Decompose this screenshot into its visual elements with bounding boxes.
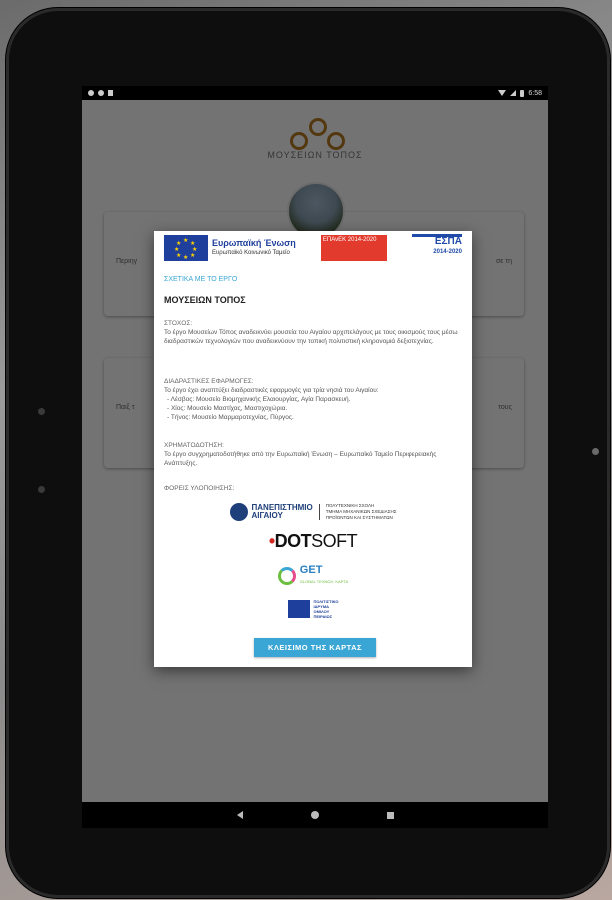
cultural-foundation-logo: ΠΟΛΙΤΙΣΤΙΚΟ ΙΔΡΥΜΑ ΟΜΙΛΟΥ ΠΕΙΡΑΙΩΣ [154, 599, 472, 619]
apps-intro: Το έργο έχει αναπτύξει διαδραστικές εφαρμογές για τρία νησιά του Αιγαίου: [164, 387, 379, 394]
goal-section [164, 319, 464, 346]
side-sensor [38, 408, 45, 415]
tablet-frame [6, 8, 610, 898]
status-bar [82, 86, 548, 100]
settings-icon [88, 90, 94, 96]
aegean-university-logo: ΠΑΝΕΠΙΣΤΗΜΙΟ ΑΙΓΑΙΟΥ ΠΟΛΥΤΕΧΝΙΚΗ ΣΧΟΛΗ ΤΜΗΜΑ ΜΗΧΑΝΙΚΩΝ ΣΧΕΔΙΑΣΗΣ ΠΡΟΪΟΝΤΩΝ ΚΑΙ ΣΥΣΤΗΜΑΤΩΝ [154, 503, 472, 521]
get-logo: GET GLOBAL ΤΕΧΝΟΛ. ΚΑΡΤΑ [154, 565, 472, 587]
apps-section [164, 377, 464, 422]
dialog-title: ΜΟΥΣΕΙΩΝ ΤΟΠΟΣ [164, 295, 246, 305]
navigation-bar [82, 802, 548, 828]
funding-section [164, 441, 464, 468]
cultural-foundation-icon [288, 600, 310, 618]
espa-logo: ΕΣΠΑ 2014-2020 [412, 234, 462, 263]
side-sensor [38, 486, 45, 493]
about-dialog [154, 231, 472, 667]
sd-card-icon [108, 90, 113, 96]
apps-item: - Λέσβος: Μουσείο Βιομηχανικής Ελαιουργίας, Αγία Παρασκευή. [167, 396, 351, 403]
close-card-button[interactable]: ΚΛΕΙΣΙΜΟ ΤΗΣ ΚΑΡΤΑΣ [254, 638, 376, 657]
goal-heading: ΣΤΟΧΟΣ: [164, 320, 193, 327]
funding-text: Το έργο συγχρηματοδοτήθηκε από την Ευρωπαϊκή Ένωση – Ευρωπαϊκό Ταμείο Περιφερειακής Ανάπτυξης. [164, 451, 437, 467]
signal-icon [510, 90, 516, 96]
device-screen [82, 86, 548, 828]
partners-heading: ΦΟΡΕΙΣ ΥΛΟΠΟΙΗΣΗΣ: [164, 485, 235, 492]
section-label: ΣΧΕΤΙΚΑ ΜΕ ΤΟ ΕΡΓΟ [164, 276, 238, 283]
dotsoft-logo: •DOTSOFT [268, 531, 358, 551]
back-icon[interactable] [237, 811, 243, 819]
goal-text: Το έργο Μουσείων Τόπος αναδεικνύει μουσεία του Αιγαίου αρχιπελάγους με τους οικισμούς τους μέσω διαδραστικών τεχνολογιών που αναδεικνύουν την τοπική πολιτιστική κληρονομιά δεξιοτεχνίας. [164, 329, 458, 345]
eu-flag-icon: ★ ★ ★ ★ ★ ★ ★ ★ [164, 235, 208, 261]
home-icon[interactable] [311, 811, 319, 819]
funding-heading: ΧΡΗΜΑΤΟΔΟΤΗΣΗ: [164, 442, 224, 449]
funding-logos [164, 234, 462, 262]
wifi-icon [498, 90, 506, 96]
recent-apps-icon[interactable] [387, 812, 394, 819]
get-mark-icon [278, 567, 296, 585]
aegean-seal-icon [230, 503, 248, 521]
apps-item: - Χίος: Μουσείο Μαστίχας, Μαστιχοχώρια. [167, 405, 288, 412]
sync-icon [98, 90, 104, 96]
side-sensor [592, 448, 599, 455]
apps-heading: ΔΙΑΔΡΑΣΤΙΚΕΣ ΕΦΑΡΜΟΓΕΣ: [164, 378, 254, 385]
eu-label: Ευρωπαϊκή Ένωση Ευρωπαϊκό Κοινωνικό Ταμείο [212, 238, 296, 256]
battery-icon [520, 90, 524, 97]
clock: 6:58 [528, 89, 542, 97]
apps-item: - Τήνος: Μουσείο Μαρμαροτεχνίας, Πύργος. [167, 414, 294, 421]
epanek-logo: ΕΠΑνΕΚ 2014-2020 [321, 235, 387, 261]
